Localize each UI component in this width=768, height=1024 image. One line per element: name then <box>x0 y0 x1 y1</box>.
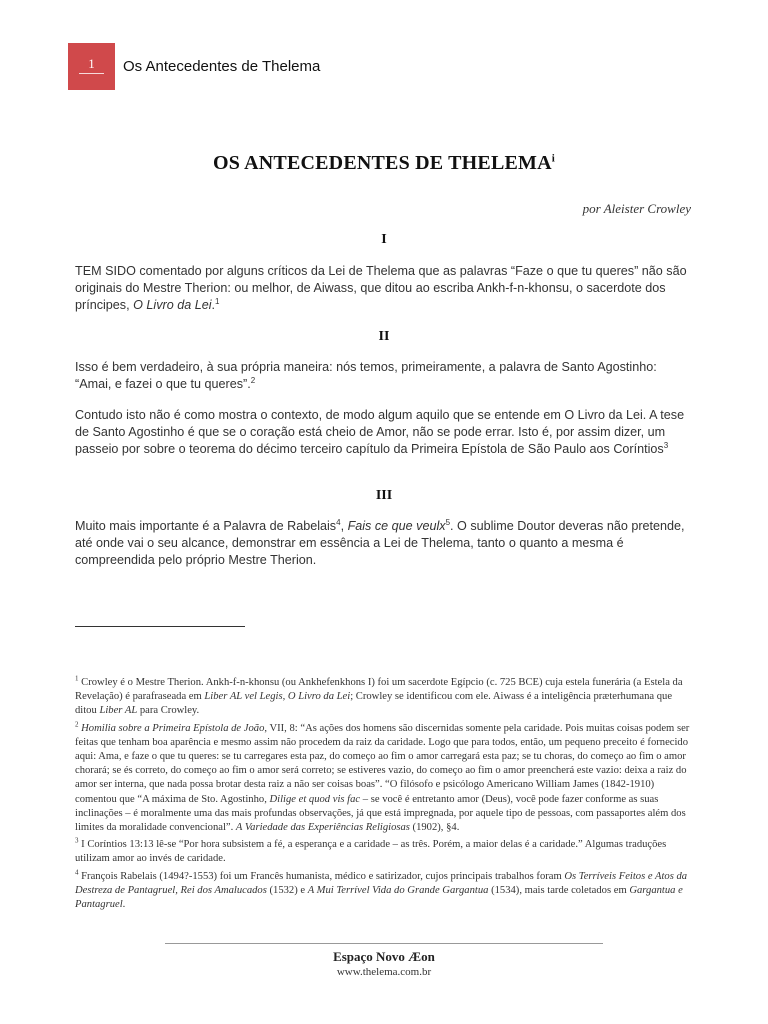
footnotes <box>75 676 693 915</box>
footnote-4-title-3: Gargantua e Pantagruel <box>75 884 683 911</box>
footnote-4-text-4: . <box>122 899 126 911</box>
section-heading-1: I <box>381 232 387 247</box>
footnote-3 <box>75 838 693 866</box>
footnote-1-text-3: para Crowley. <box>137 705 200 717</box>
paragraph-4-text: Muito mais importante é a Palavra de Rabelais <box>75 519 337 533</box>
paragraph-3 <box>75 407 693 459</box>
paragraph-1-end: . <box>211 298 216 313</box>
footnote-1 <box>75 676 693 719</box>
paragraph-2 <box>75 359 693 393</box>
title-endnote-ref[interactable]: i <box>551 152 556 165</box>
footnote-4-text-3: (1534), mais tarde coletados em <box>488 884 630 896</box>
footnote-ref-4[interactable]: 4 <box>336 517 341 527</box>
footnote-ref-1[interactable]: 1 <box>215 297 220 307</box>
footnote-1-number: 1 <box>75 674 79 683</box>
paragraph-2-text: Isso é bem verdadeiro, à sua própria maneira: nós temos, primeiramente, a palavra de Santo Agostinho: “Amai, e fazei o que tu queres”. <box>75 360 657 392</box>
paragraph-1 <box>75 263 693 315</box>
paragraph-3-text: Contudo isto não é como mostra o contexto, de modo algum aquilo que se entende em O Livro da Lei. A tese de Santo Agostinho é que se o coração está cheio de Amor, não se pode errar. Isto é, por assim dizer, um passeio por sobre o teorema do décimo terceiro capítulo da Primeira Epístola de São Paulo aos Coríntios <box>75 408 685 457</box>
paragraph-1-text: TEM SIDO comentado por alguns críticos da Lei de Thelema que as palavras “Faze o que tu queres” não são originais do Mestre Therion: ou melhor, de Aiwass, que ditou ao escriba Ankh-f-n-khonsu, o sacerdote dos príncipes, <box>75 264 687 313</box>
paragraph-4-sep: , <box>340 519 348 533</box>
page-number: 1 <box>79 56 104 74</box>
footnote-ref-2[interactable]: 2 <box>250 376 256 386</box>
footnote-4-text-2: (1532) e <box>266 884 308 896</box>
footnote-ref-5[interactable]: 5 <box>445 517 451 527</box>
document-title <box>0 152 768 175</box>
footnote-2-number: 2 <box>75 720 79 729</box>
footnote-4 <box>75 870 693 913</box>
footnote-2-text-3: (1902), §4. <box>409 822 460 834</box>
footnote-ref-3[interactable]: 3 <box>663 441 669 451</box>
paragraph-4-rest: . O sublime Doutor deveras não pretende, até onde vai o seu alcance, demonstrar em essência a Lei de Thelema, tanto o quanto a mesma é compreendida pelo próprio Mestre Therion. <box>75 519 685 568</box>
footnote-4-title-2: A Mui Terrível Vida do Grande Gargantua <box>307 884 489 896</box>
footnote-3-text: I Coríntios 13:13 lê-se “Por hora subsistem a fé, a esperança e a caridade – as três. Porém, a maior delas é a caridade.” Algumas traduções utilizam amor ao invés de caridade. <box>75 839 667 865</box>
footnote-2-text-2: – se você é entretanto amor (Deus), você pode fazer conforme as suas inclinações – é moralmente uma das mais profundas observações, já que está impregnada, por aquele tipo de pessoas, com passaportes além dos limites da moralidade convencional”. <box>75 793 686 834</box>
paragraph-1-book-title: O Livro da Lei <box>133 298 212 313</box>
running-header-title: Os Antecedentes de Thelema <box>123 58 321 75</box>
footer-publisher: Espaço Novo Æon <box>333 949 435 964</box>
section-heading-3: III <box>375 488 393 503</box>
footnote-4-number: 4 <box>75 868 79 877</box>
footer-url-link[interactable]: www.thelema.com.br <box>336 966 432 978</box>
footnote-2-text: , VII, 8: “As ações dos homens são discernidas somente pela caridade. Pois muitas coisas podem ser feitas que tenham boa aparência e mesmo assim não procedem da raiz da caridade. Logo que para todos, então, um pequeno preceito é fornecido aqui: Ama, e faze o que tu queres: se tu carregares esta paz, do começo ao fim o amor carregará esta paz; se tu choras, do começo ao fim o amor chorará; se és correto, do começo ao fim o amor será correto; se estiveres vazio, do começo ao fim o amor preencherá este vazio: deixa a raiz do amor ser interna, que nada possa brotar desta raiz a não ser coisas boas”. “O filósofo e psicólogo Americano William James (1842-1910) comentou que “A máxima de Sto. Agostinho, <box>75 722 690 805</box>
footnote-1-title: Liber AL vel Legis, O Livro da Lei <box>204 691 351 703</box>
footer-separator <box>165 943 603 944</box>
footnote-1-text: Crowley é o Mestre Therion. Ankh-f-n-khonsu (ou Ankhefenkhons I) foi um sacerdote Egípcio (c. 725 BCE) cuja estela funerária (a Estela da Revelação) é parafraseada em <box>75 677 683 703</box>
page-number-box <box>68 43 115 90</box>
footnote-3-number: 3 <box>75 836 79 845</box>
footnote-2-latin: Dilige et quod vis fac <box>269 793 361 805</box>
footnote-1-title-2: Liber AL <box>99 705 138 717</box>
footnote-2 <box>75 722 693 836</box>
document-title-text: OS ANTECEDENTES DE THELEMA <box>212 152 552 174</box>
paragraph-4 <box>75 518 693 570</box>
paragraph-4-quote: Fais ce que veulx <box>347 519 446 533</box>
footnote-4-title-1: Os Terríveis Feitos e Atos da Destreza de Pantagruel, Rei dos Amalucados <box>75 870 688 896</box>
section-heading-2: II <box>378 329 390 344</box>
footnote-2-title: Homilia sobre a Primeira Epístola de João <box>81 722 265 734</box>
footnote-1-text-2: ; Crowley se identificou com ele. Aiwass é a inteligência præterhumana que ditou <box>75 691 673 717</box>
footnote-4-text: François Rabelais (1494?-1553) foi um Francês humanista, médico e satirizador, cujos principais trabalhos foram <box>78 870 565 882</box>
footnote-separator <box>75 626 245 627</box>
footnote-2-book: A Variedade das Experiências Religiosas <box>235 822 410 834</box>
author-byline: por Aleister Crowley <box>582 201 691 216</box>
